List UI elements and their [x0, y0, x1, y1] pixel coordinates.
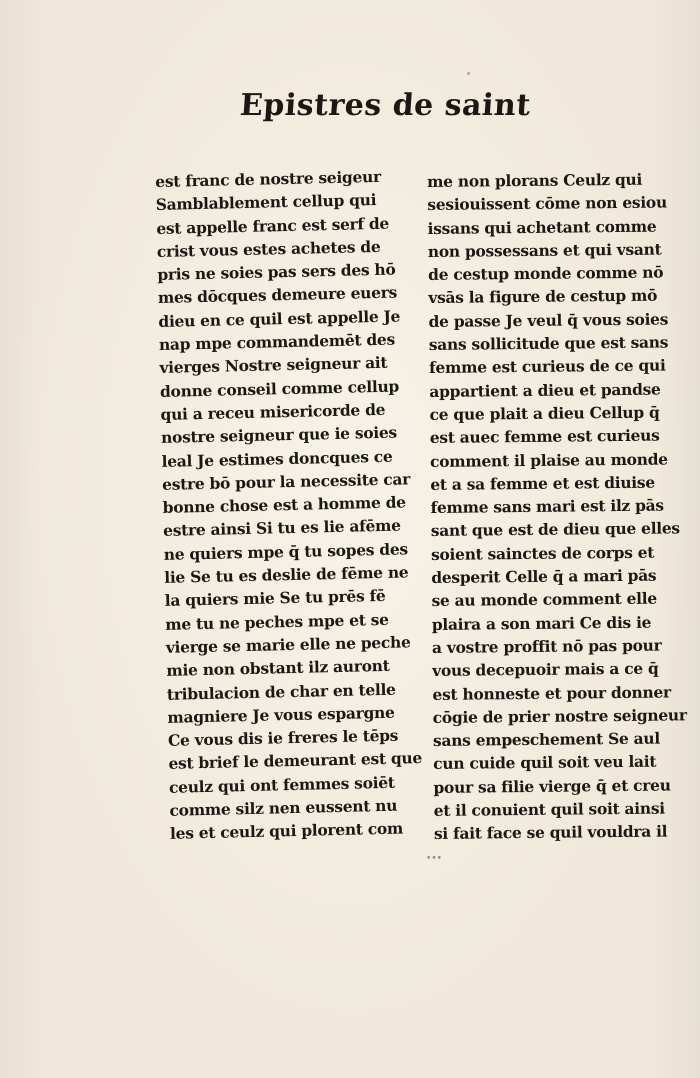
text-line: et il conuient quil soit ainsi: [433, 798, 665, 820]
text-line: estre ainsi Si tu es lie afēme: [162, 515, 401, 541]
text-line: plaira a son mari Ce dis ie: [431, 612, 652, 634]
text-line: pour sa filie vierge q̄ et creu: [433, 775, 671, 797]
text-line: desperit Celle q̄ a mari pās: [431, 565, 657, 588]
text-line: dieu en ce quil est appelle Je: [158, 306, 401, 331]
text-line: qui a receu misericorde de: [160, 399, 386, 424]
text-line: nostre seigneur que ie soies: [160, 422, 398, 448]
text-line: leal Je estimes doncques ce: [161, 446, 393, 471]
right-text-column: [427, 167, 689, 845]
text-line: issans qui achetant comme: [427, 216, 657, 238]
text-line: est appelle franc est serf de: [156, 213, 390, 238]
text-line: la quiers mie Se tu prēs fē: [164, 586, 386, 611]
text-line: tribulacion de char en telle: [166, 679, 396, 704]
text-line: Ce vous dis ie freres le tēps: [167, 725, 399, 750]
text-line: est honneste et pour donner: [432, 682, 671, 704]
text-line: magniere Je vous espargne: [167, 702, 395, 727]
text-line: donne conseil comme cellup: [159, 376, 400, 401]
text-line: lie Se tu es deslie de fēme ne: [164, 562, 409, 587]
text-line: ne quiers mpe q̄ tu sopes des: [163, 539, 409, 564]
text-line: ceulz qui ont femmes soiēt: [168, 772, 395, 797]
text-line: appartient a dieu et pandse: [429, 379, 661, 401]
printer-ornament-mark: •••: [426, 854, 442, 864]
text-line: comment il plaise au monde: [429, 449, 668, 471]
text-line: sans empeschement Se aul: [432, 728, 661, 751]
text-line: de cestup monde comme nō: [427, 262, 664, 285]
text-line: cun cuide quil soit veu lait: [433, 752, 657, 774]
text-line: non possessans et qui vsant: [427, 239, 662, 261]
running-head: Epistres de saint: [238, 88, 532, 123]
text-line: est brief le demeurant est que: [168, 748, 423, 774]
text-line: si fait face se quil vouldra il: [433, 821, 668, 844]
paper-speck: [467, 72, 470, 75]
text-line: crist vous estes achetes de: [156, 236, 381, 261]
text-line: les et ceulz qui plorent com: [169, 818, 404, 844]
text-line: vsās la figure de cestup mō: [428, 286, 658, 308]
text-line: sant que est de dieu que elles: [430, 518, 680, 541]
text-line: vous decepuoir mais a ce q̄: [432, 658, 659, 681]
text-line: femme est curieus de ce qui: [428, 355, 666, 378]
text-line: se au monde comment elle: [431, 588, 657, 611]
text-line: comme silz nen eussent nu: [169, 795, 398, 820]
text-line: et a sa femme et est diuise: [430, 472, 655, 494]
text-line: cōgie de prier nostre seigneur: [432, 705, 687, 727]
text-line: a vostre proffit nō pas pour: [431, 635, 662, 657]
text-line: ce que plait a dieu Cellup q̄: [429, 402, 660, 424]
text-line: Samblablement cellup qui: [155, 190, 377, 215]
text-line: de passe Je veul q̄ vous soies: [428, 309, 669, 331]
text-line: me tu ne peches mpe et se: [165, 609, 389, 634]
text-line: soient sainctes de corps et: [430, 542, 655, 564]
text-line: femme sans mari est ilz pās: [430, 495, 664, 518]
text-line: est auec femme est curieus: [429, 425, 660, 448]
left-text-column: [155, 164, 425, 845]
text-line: estre bō pour la necessite car: [161, 469, 411, 494]
text-line: sesiouissent cōme non esiou: [427, 192, 667, 215]
text-line: vierges Nostre seigneur ait: [159, 353, 388, 378]
text-line: est franc de nostre seigeur: [155, 166, 382, 191]
text-line: me non plorans Ceulz qui: [427, 169, 643, 191]
text-line: pris ne soies pas sers des hō: [157, 259, 396, 285]
text-line: mie non obstant ilz auront: [166, 656, 390, 681]
text-line: sans sollicitude que est sans: [428, 332, 669, 355]
text-line: bonne chose est a homme de: [162, 492, 406, 518]
text-line: nap mpe commandemēt des: [158, 329, 396, 355]
paper-speck: [436, 792, 439, 795]
text-line: mes dōcques demeure euers: [157, 283, 398, 308]
text-line: vierge se marie elle ne peche: [165, 632, 411, 657]
